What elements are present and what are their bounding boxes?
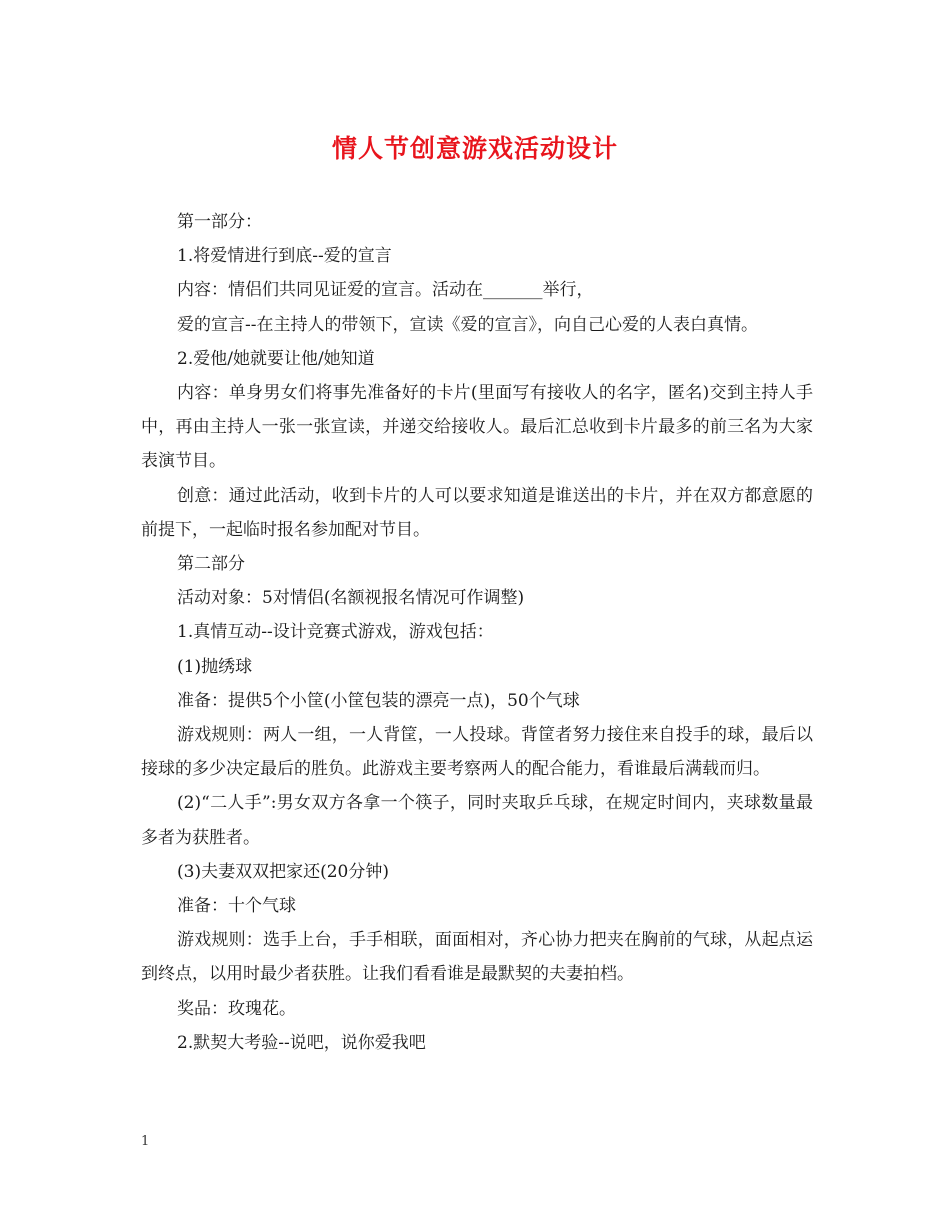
paragraph: 爱的宣言--在主持人的带领下，宣读《爱的宣言》，向自己心爱的人表白真情。	[177, 314, 758, 335]
paragraph: 创意：通过此活动，收到卡片的人可以要求知道是谁送出的卡片，并在双方都意愿的前提下，一起临时报名参加配对节目。	[141, 485, 813, 540]
item-heading: 2.默契大考验--说吧，说你爱我吧	[177, 1032, 426, 1053]
paragraph: 内容：单身男女们将事先准备好的卡片(里面写有接收人的名字，匿名)交到主持人手中，再由主持人一张一张宣读，并递交给接收人。最后汇总收到卡片最多的前三名为大家表演节目。	[141, 383, 813, 472]
document-body	[141, 205, 813, 1060]
section-heading: 第二部分	[177, 554, 245, 575]
item-heading: 1.真情互动--设计竞赛式游戏，游戏包括：	[177, 622, 494, 643]
paragraph: 奖品：玫瑰花。	[177, 998, 296, 1019]
paragraph: 准备：提供5个小筐(小筐包装的漂亮一点)，50个气球	[177, 690, 580, 711]
item-heading: 2.爱他/她就要让他/她知道	[177, 348, 375, 369]
paragraph: 内容：情侣们共同见证爱的宣言。活动在_______举行，	[177, 280, 594, 301]
paragraph: 准备：十个气球	[177, 896, 296, 917]
page-number: 1	[141, 1134, 150, 1149]
document-title: 情人节创意游戏活动设计	[331, 134, 618, 163]
sub-item-heading: (3)夫妻双双把家还(20分钟)	[177, 861, 389, 882]
paragraph: 游戏规则：选手上台，手手相联，面面相对，齐心协力把夹在胸前的气球，从起点运到终点，以用时最少者获胜。让我们看看谁是最默契的夫妻拍档。	[141, 930, 813, 985]
section-heading: 第一部分：	[177, 212, 262, 232]
paragraph: 活动对象：5对情侣(名额视报名情况可作调整)	[177, 588, 525, 609]
paragraph: 游戏规则：两人一组，一人背筐，一人投球。背筐者努力接住来自投手的球，最后以接球的多少决定最后的胜负。此游戏主要考察两人的配合能力，看谁最后满载而归。	[141, 725, 813, 780]
item-heading: 1.将爱情进行到底--爱的宣言	[177, 246, 392, 267]
sub-item-heading: (1)抛绣球	[177, 656, 253, 677]
paragraph: (2)“二人手”:男女双方各拿一个筷子，同时夹取乒乓球，在规定时间内，夹球数量最多者为获胜者。	[141, 793, 813, 848]
